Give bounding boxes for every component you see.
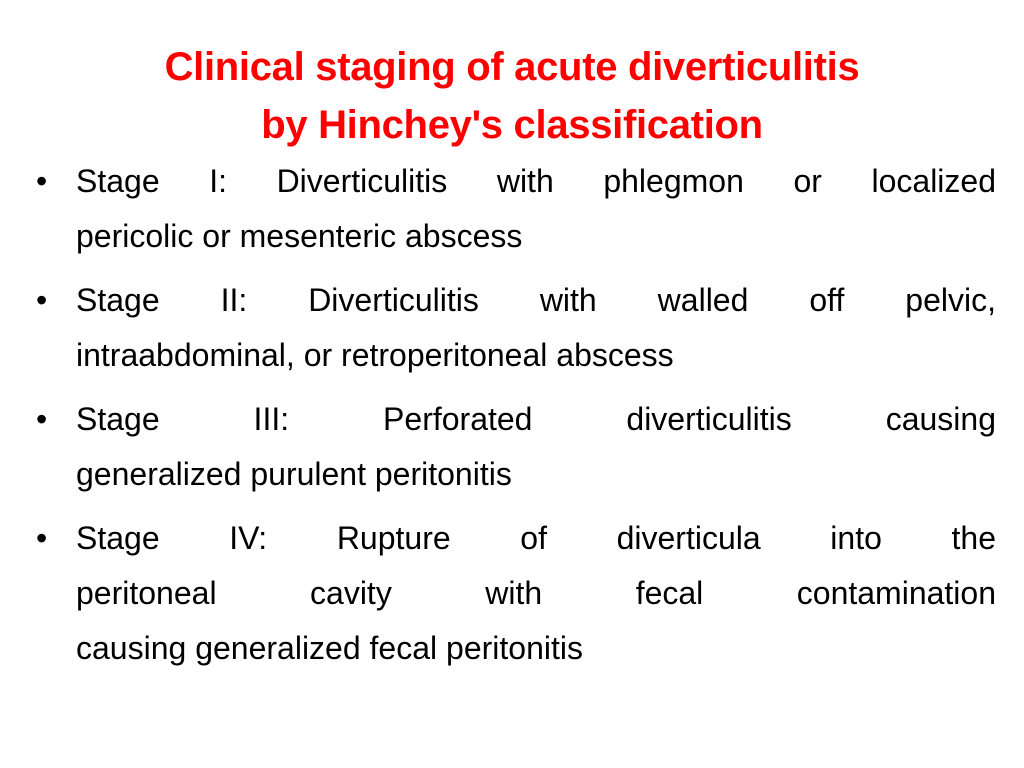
bullet-line: causing generalized fecal peritonitis <box>76 630 583 666</box>
slide-title-line-1: Clinical staging of acute diverticulitis <box>164 45 860 89</box>
bullet-text <box>76 511 996 676</box>
bullet-item-stage-3 <box>30 392 996 502</box>
bullet-line: pericolic or mesenteric abscess <box>76 218 523 254</box>
bullet-line: peritoneal cavity with fecal contamination <box>76 575 996 611</box>
bullet-icon: • <box>36 163 48 199</box>
slide-title <box>40 38 984 154</box>
bullet-icon: • <box>36 282 48 318</box>
bullet-icon: • <box>36 520 48 556</box>
bullet-line: Stage IV: Rupture of diverticula into the <box>76 520 996 556</box>
bullet-line: Stage III: Perforated diverticulitis causing <box>76 401 996 437</box>
bullet-text <box>76 392 996 502</box>
slide-title-line-2: by Hinchey's classification <box>261 103 763 147</box>
bullet-line: Stage II: Diverticulitis with walled off pelvic, <box>76 282 996 318</box>
bullet-text <box>76 273 996 383</box>
bullet-item-stage-4 <box>30 511 996 676</box>
bullet-item-stage-2 <box>30 273 996 383</box>
bullet-line: Stage I: Diverticulitis with phlegmon or localized <box>76 163 996 199</box>
bullet-item-stage-1 <box>30 154 996 264</box>
bullet-line: intraabdominal, or retroperitoneal abscess <box>76 337 674 373</box>
bullet-text <box>76 154 996 264</box>
bullet-list <box>30 154 996 685</box>
bullet-line: generalized purulent peritonitis <box>76 456 512 492</box>
bullet-icon: • <box>36 401 48 437</box>
